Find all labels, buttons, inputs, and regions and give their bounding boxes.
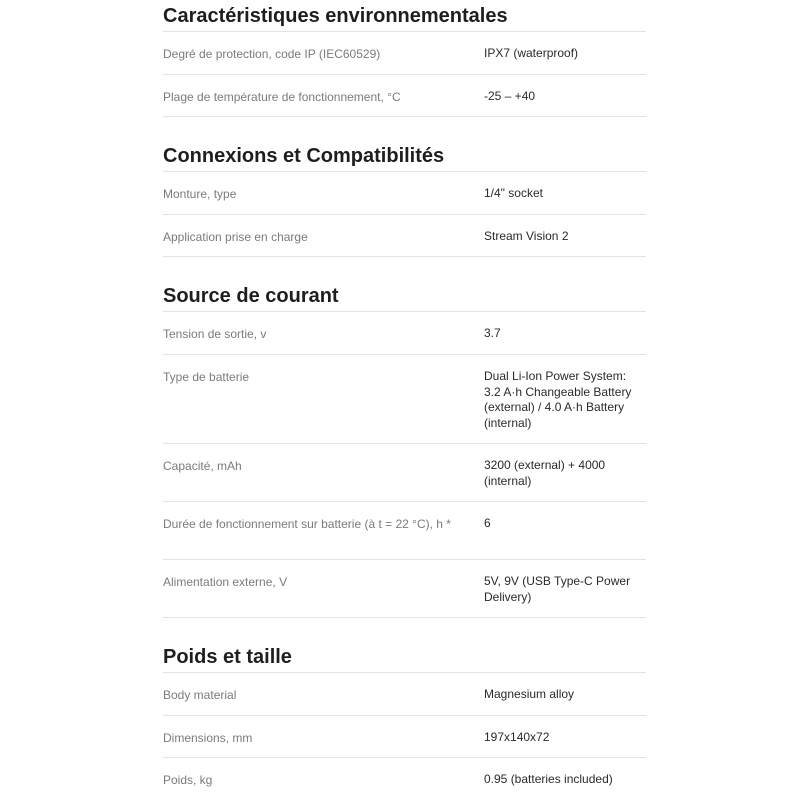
spec-label: Application prise en charge bbox=[163, 230, 308, 244]
spec-row bbox=[163, 354, 646, 443]
spec-value: 3200 (external) + 4000 (internal) bbox=[484, 458, 606, 488]
spec-row bbox=[163, 501, 646, 559]
spec-row bbox=[163, 31, 646, 74]
spec-value: 1/4" socket bbox=[484, 186, 543, 200]
section-weight-size bbox=[163, 642, 646, 799]
spec-label: Plage de température de fonctionnement, °C bbox=[163, 90, 401, 104]
spec-row bbox=[163, 757, 646, 799]
spec-label: Tension de sortie, v bbox=[163, 327, 267, 341]
spec-label: Alimentation externe, V bbox=[163, 575, 288, 589]
spec-label: Poids, kg bbox=[163, 773, 213, 787]
spec-value: -25 – +40 bbox=[484, 89, 536, 103]
spec-row bbox=[163, 559, 646, 618]
spec-row bbox=[163, 715, 646, 757]
spec-value: Stream Vision 2 bbox=[484, 229, 569, 243]
spec-row bbox=[163, 443, 646, 501]
section-title: Caractéristiques environnementales bbox=[163, 5, 508, 27]
spec-row bbox=[163, 672, 646, 715]
spec-value: 3.7 bbox=[484, 326, 501, 340]
section-title: Poids et taille bbox=[163, 646, 292, 668]
spec-label: Body material bbox=[163, 688, 237, 702]
spec-row bbox=[163, 74, 646, 117]
spec-label: Type de batterie bbox=[163, 370, 250, 384]
spec-value: IPX7 (waterproof) bbox=[484, 46, 579, 60]
section-environmental bbox=[163, 1, 646, 117]
spec-label: Degré de protection, code IP (IEC60529) bbox=[163, 47, 381, 61]
spec-value: 5V, 9V (USB Type-C Power Delivery) bbox=[484, 574, 631, 604]
spec-value: Magnesium alloy bbox=[484, 687, 575, 701]
spec-row bbox=[163, 171, 646, 214]
spec-value: 0.95 (batteries included) bbox=[484, 772, 613, 786]
section-connections bbox=[163, 141, 646, 257]
spec-label: Monture, type bbox=[163, 187, 237, 201]
spec-row bbox=[163, 311, 646, 354]
section-title: Connexions et Compatibilités bbox=[163, 145, 445, 167]
spec-value: 6 bbox=[484, 516, 491, 530]
section-power-source bbox=[163, 281, 646, 618]
spec-label: Durée de fonctionnement sur batterie (à t = 22 °C), h * bbox=[163, 517, 451, 531]
section-title: Source de courant bbox=[163, 285, 339, 307]
spec-label: Dimensions, mm bbox=[163, 731, 253, 745]
spec-value: Dual Li-Ion Power System: 3.2 A·h Changeable Battery (external) / 4.0 A·h Battery (internal) bbox=[484, 369, 632, 430]
spec-label: Capacité, mAh bbox=[163, 459, 242, 473]
spec-row bbox=[163, 214, 646, 257]
spec-value: 197x140x72 bbox=[484, 730, 550, 744]
